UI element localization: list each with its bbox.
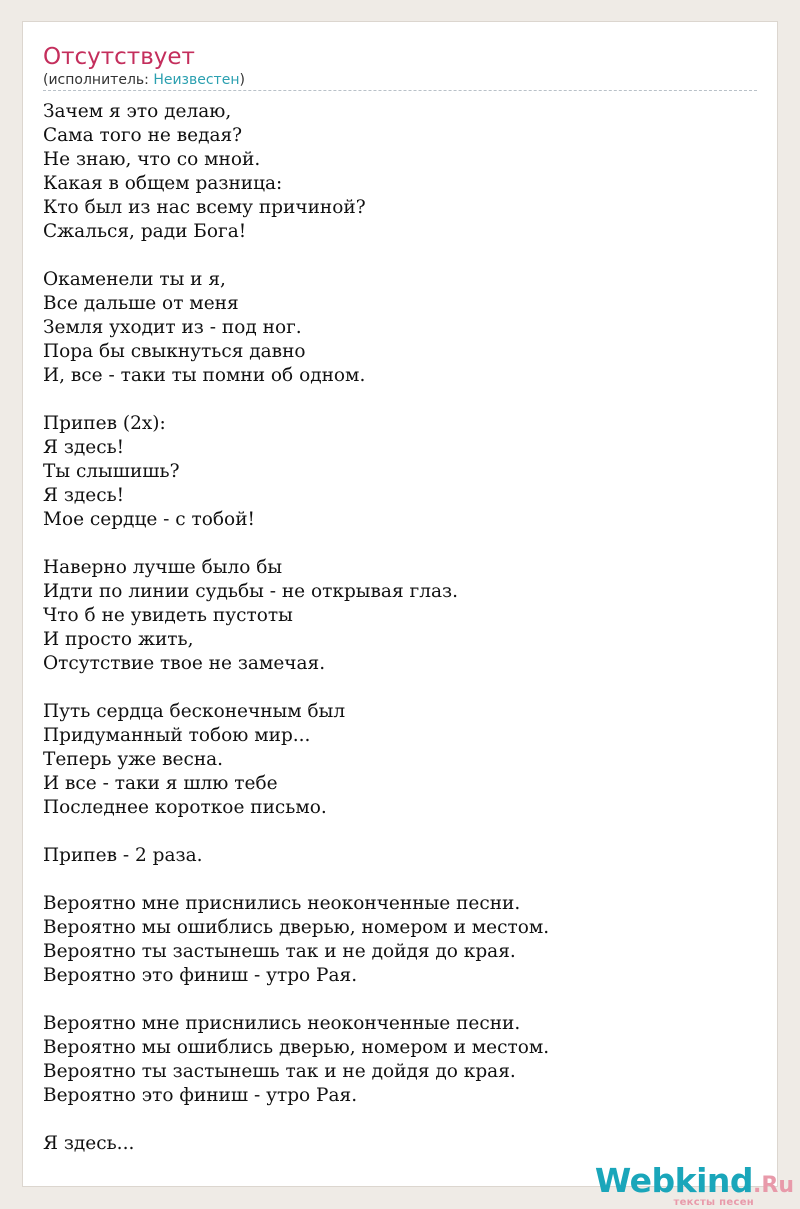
- title-divider: [43, 90, 757, 91]
- lyric-line: Земля уходит из - под ног.: [43, 317, 302, 338]
- lyric-line: Зачем я это делаю,: [43, 101, 232, 122]
- site-logo[interactable]: [594, 1161, 794, 1208]
- lyric-line: И, все - таки ты помни об одном.: [43, 365, 366, 386]
- stanza-break: [43, 676, 743, 700]
- stanza-break: [43, 868, 743, 892]
- lyric-line: Вероятно ты застынешь так и не дойдя до края.: [43, 941, 516, 962]
- lyric-line: Отсутствие твое не замечая.: [43, 653, 326, 674]
- lyric-line: Сжалься, ради Бога!: [43, 221, 247, 242]
- song-title: Отсутствует: [43, 44, 195, 70]
- artist-prefix: (исполнитель:: [43, 72, 154, 88]
- lyric-line: Путь сердца бесконечным был: [43, 701, 346, 722]
- lyric-line: Вероятно мы ошиблись дверью, номером и местом.: [43, 1037, 550, 1058]
- stanza-break: [43, 988, 743, 1012]
- lyric-line: Сама того не ведая?: [43, 125, 243, 146]
- lyric-line: Вероятно мне приснились неоконченные песни.: [43, 893, 521, 914]
- stanza-break: [43, 388, 743, 412]
- lyric-line: Я здесь...: [43, 1133, 135, 1154]
- stanza-break: [43, 532, 743, 556]
- artist-line: [43, 71, 245, 89]
- lyric-line: Припев - 2 раза.: [43, 845, 203, 866]
- logo-tagline: тексты песен: [673, 1197, 754, 1208]
- logo-word: Webkind: [594, 1161, 754, 1200]
- lyric-line: Пора бы свыкнуться давно: [43, 341, 306, 362]
- lyrics-card: [22, 21, 778, 1187]
- lyric-line: Что б не увидеть пустоты: [43, 605, 293, 626]
- lyric-line: Я здесь!: [43, 437, 125, 458]
- lyric-line: Вероятно это финиш - утро Рая.: [43, 965, 358, 986]
- artist-suffix: ): [239, 72, 245, 88]
- stanza-break: [43, 820, 743, 844]
- lyric-line: Придуманный тобою мир...: [43, 725, 311, 746]
- lyric-line: Теперь уже весна.: [43, 749, 224, 770]
- lyric-line: И все - таки я шлю тебе: [43, 773, 278, 794]
- lyric-line: И просто жить,: [43, 629, 194, 650]
- lyric-line: Я здесь!: [43, 485, 125, 506]
- lyric-line: Вероятно ты застынешь так и не дойдя до края.: [43, 1061, 516, 1082]
- lyrics-text: [43, 100, 743, 1156]
- logo-domain: .Ru: [753, 1173, 794, 1198]
- lyric-line: Вероятно мы ошиблись дверью, номером и местом.: [43, 917, 550, 938]
- lyric-line: Мое сердце - с тобой!: [43, 509, 255, 530]
- lyric-line: Идти по линии судьбы - не открывая глаз.: [43, 581, 458, 602]
- lyric-line: Не знаю, что со мной.: [43, 149, 261, 170]
- artist-link[interactable]: Неизвестен: [153, 72, 240, 88]
- lyric-line: Окаменели ты и я,: [43, 269, 226, 290]
- lyric-line: Кто был из нас всему причиной?: [43, 197, 366, 218]
- lyric-line: Припев (2х):: [43, 413, 166, 434]
- lyric-line: Ты слышишь?: [43, 461, 180, 482]
- lyric-line: Последнее короткое письмо.: [43, 797, 327, 818]
- lyric-line: Все дальше от меня: [43, 293, 239, 314]
- lyric-line: Наверно лучше было бы: [43, 557, 283, 578]
- lyric-line: Вероятно это финиш - утро Рая.: [43, 1085, 358, 1106]
- stanza-break: [43, 1108, 743, 1132]
- lyric-line: Какая в общем разница:: [43, 173, 283, 194]
- lyric-line: Вероятно мне приснились неоконченные песни.: [43, 1013, 521, 1034]
- stanza-break: [43, 244, 743, 268]
